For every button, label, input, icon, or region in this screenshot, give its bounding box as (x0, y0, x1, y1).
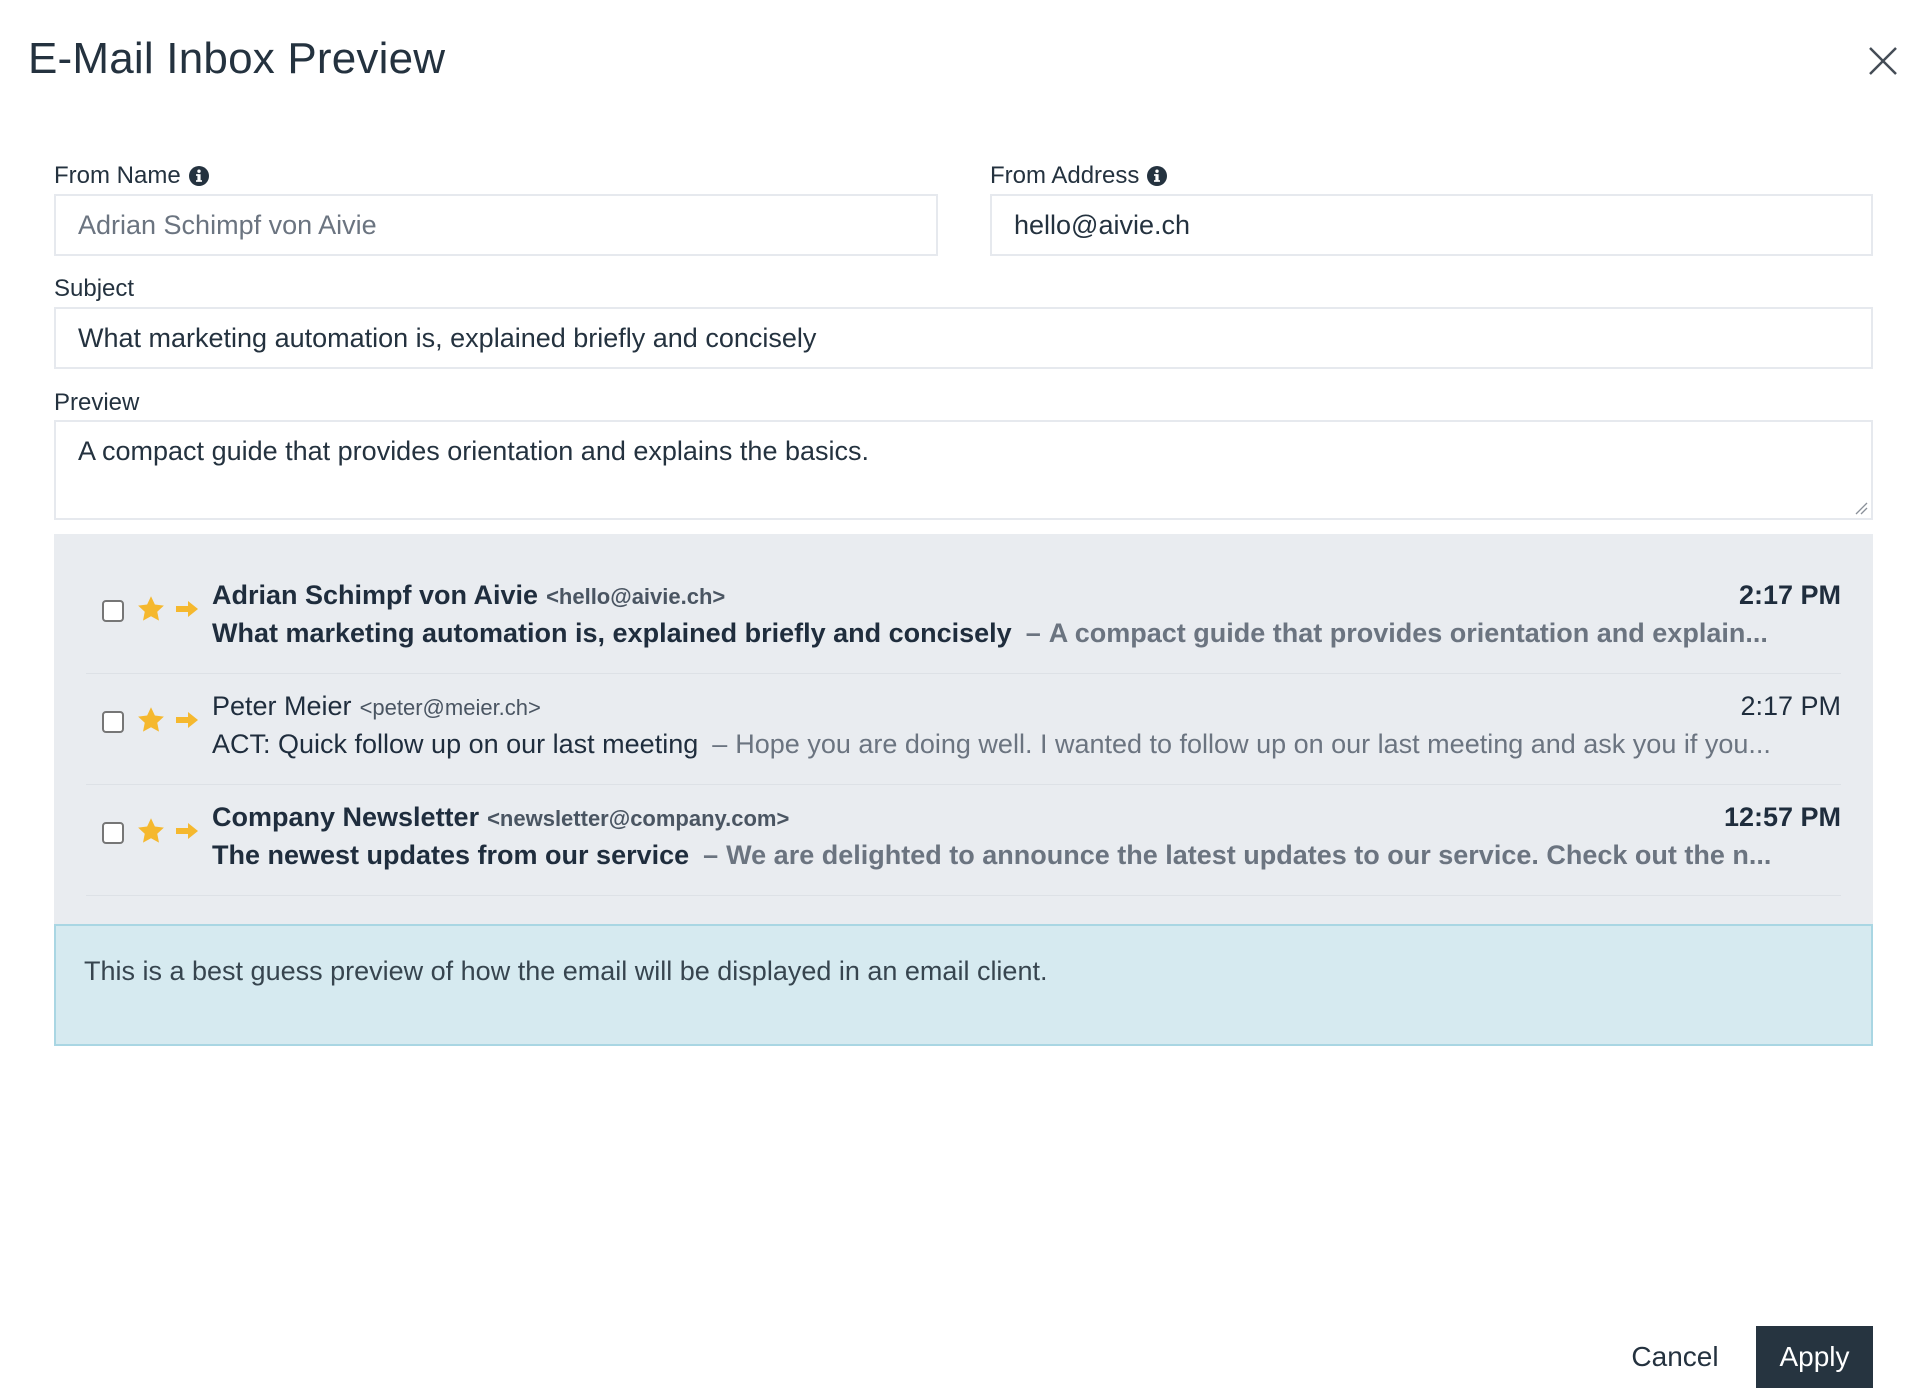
from-address-label-text: From Address (990, 162, 1140, 189)
email-header (212, 802, 1841, 833)
from-address-label (990, 162, 1167, 190)
info-icon[interactable] (189, 166, 209, 186)
email-subject: ACT: Quick follow up on our last meeting (212, 729, 699, 759)
dialog-title: E-Mail Inbox Preview (28, 34, 446, 83)
email-snippet: Hope you are doing well. I wanted to follow up on our last meeting and ask you if you... (735, 729, 1771, 759)
sender-address: <newsletter@company.com> (487, 806, 790, 831)
email-subject: What marketing automation is, explained briefly and concisely (212, 618, 1012, 648)
subject-label (54, 275, 134, 303)
separator: – (1025, 618, 1041, 648)
email-time: 2:17 PM (1740, 691, 1841, 721)
select-checkbox[interactable] (102, 822, 124, 844)
sender-name: Company Newsletter (212, 802, 480, 832)
apply-button[interactable]: Apply (1756, 1326, 1873, 1388)
email-snippet: We are delighted to announce the latest updates to our service. Check out the n... (726, 840, 1772, 870)
close-icon (1866, 44, 1900, 78)
email-row[interactable] (86, 562, 1841, 674)
email-summary (212, 840, 1841, 871)
separator: – (703, 840, 719, 870)
cancel-button[interactable]: Cancel (1631, 1341, 1719, 1372)
select-checkbox[interactable] (102, 711, 124, 733)
sender-name: Peter Meier (212, 691, 352, 721)
email-row[interactable] (86, 673, 1841, 785)
arrow-right-icon (174, 709, 200, 731)
sender-address: <peter@meier.ch> (359, 695, 541, 720)
separator: – (712, 729, 728, 759)
star-icon[interactable] (136, 594, 166, 624)
arrow-right-icon (174, 820, 200, 842)
info-icon[interactable] (1147, 166, 1167, 186)
from-name-label-text: From Name (54, 162, 181, 189)
sender-name: Adrian Schimpf von Aivie (212, 580, 539, 610)
from-address-input[interactable]: hello@aivie.ch (990, 194, 1873, 256)
subject-input[interactable]: What marketing automation is, explained briefly and concisely (54, 307, 1873, 369)
email-row[interactable] (86, 784, 1841, 896)
preview-label-text: Preview (54, 389, 140, 416)
subject-label-text: Subject (54, 275, 135, 302)
email-header (212, 691, 1841, 722)
from-name-label (54, 162, 209, 190)
email-snippet: A compact guide that provides orientation and explain... (1048, 618, 1768, 648)
sender-address: <hello@aivie.ch> (546, 584, 726, 609)
resize-grip-icon[interactable] (1854, 501, 1868, 515)
close-button[interactable] (1866, 44, 1900, 78)
email-subject: The newest updates from our service (212, 840, 690, 870)
inbox-list (54, 534, 1873, 924)
email-header (212, 580, 1841, 611)
from-name-input[interactable]: Adrian Schimpf von Aivie (54, 194, 938, 256)
preview-label (54, 389, 139, 417)
select-checkbox[interactable] (102, 600, 124, 622)
info-notice: This is a best guess preview of how the email will be displayed in an email client. (54, 924, 1873, 1046)
star-icon[interactable] (136, 816, 166, 846)
star-icon[interactable] (136, 705, 166, 735)
arrow-right-icon (174, 598, 200, 620)
preview-textarea[interactable] (54, 420, 1873, 520)
email-summary (212, 618, 1841, 649)
preview-text: A compact guide that provides orientation and explains the basics. (78, 436, 869, 466)
email-time: 12:57 PM (1723, 802, 1841, 832)
email-time: 2:17 PM (1738, 580, 1841, 610)
email-summary (212, 729, 1841, 760)
